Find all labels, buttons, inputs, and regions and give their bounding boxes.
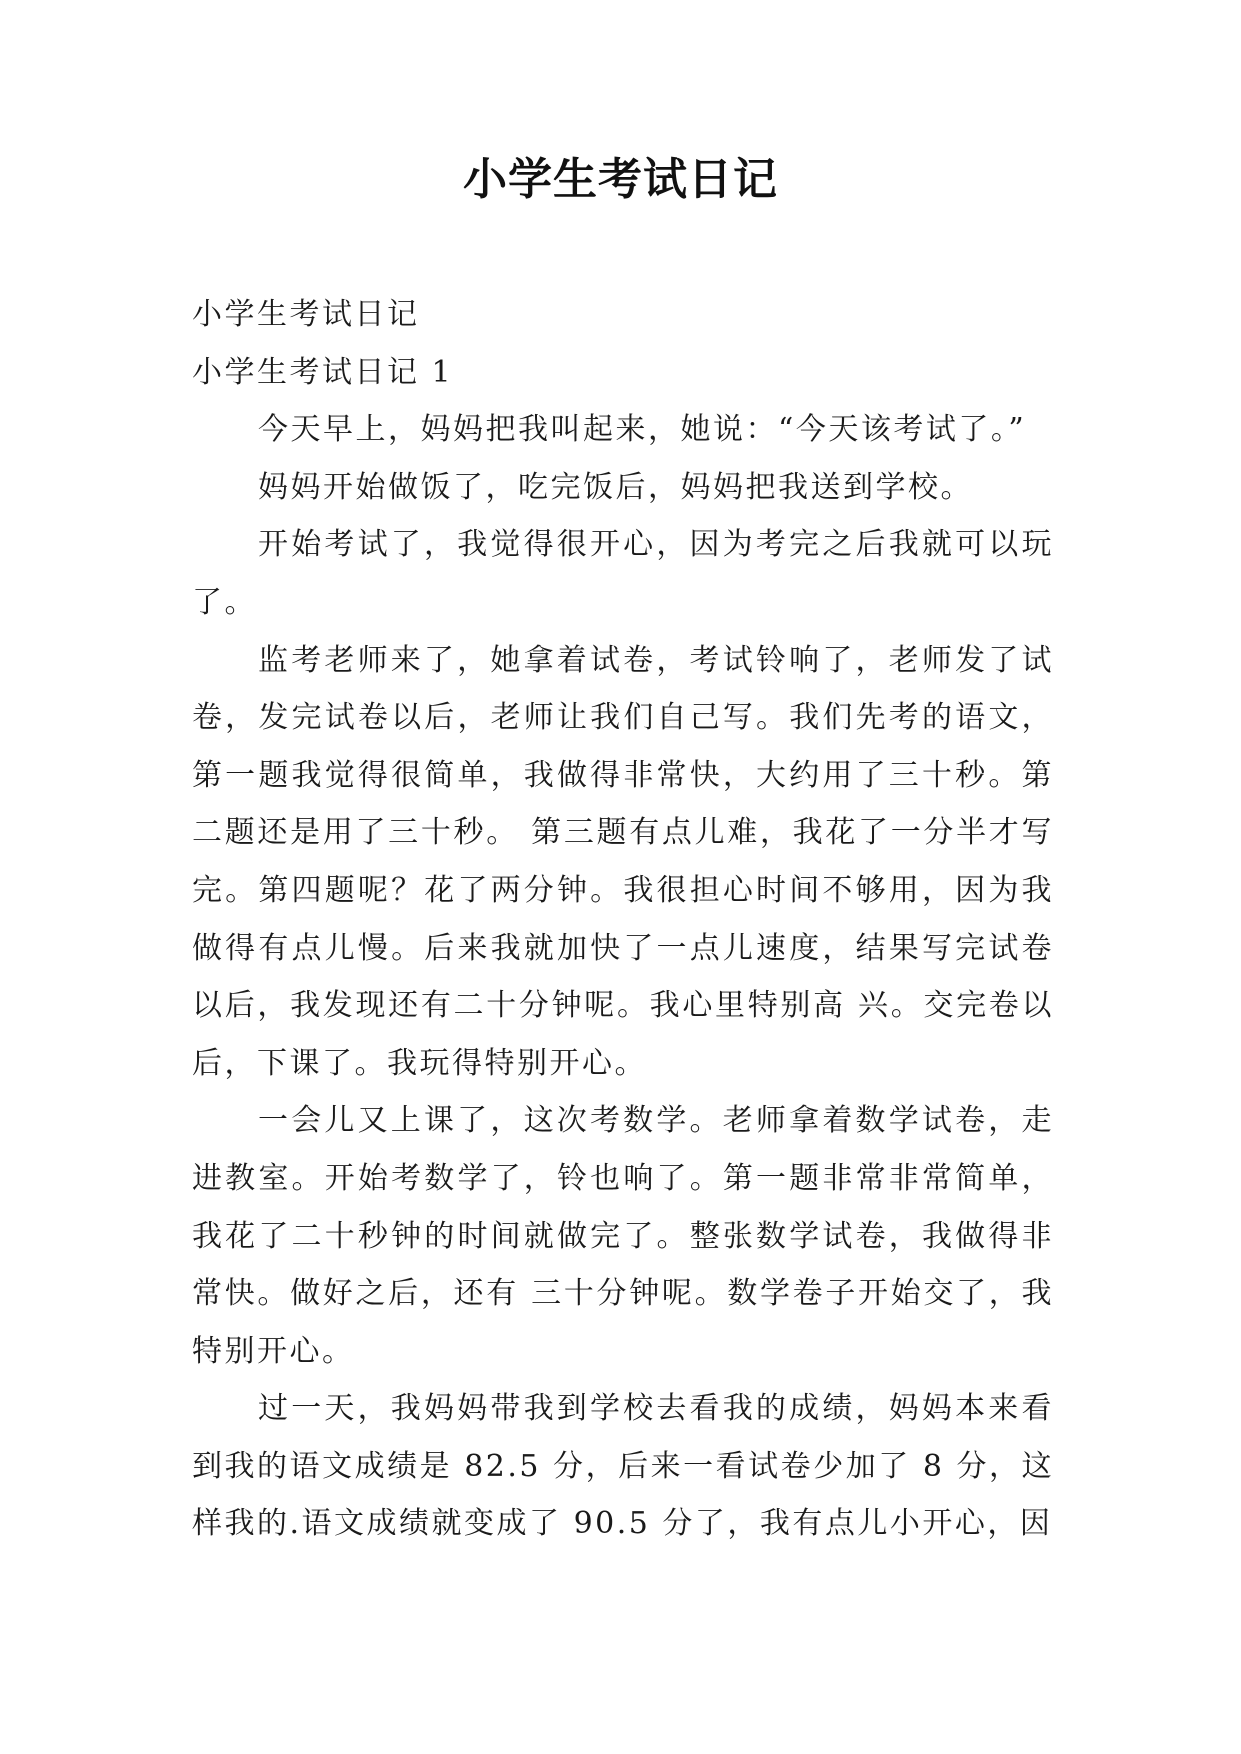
paragraph: 一会儿又上课了，这次考数学。老师拿着数学试卷，走进教室。开始考数学了，铃也响了。第一题非常非常简单，我花了二十秒钟的时间就做完了。整张数学试卷，我做得非常快。做好之后，还有 三十分钟呢。数学卷子开始交了，我特别开心。 [192,1103,1054,1369]
document-title: 小学生考试日记 [463,154,778,205]
subtitle-line: 小学生考试日记 [192,297,420,332]
section-heading: 小学生考试日记 1 [192,354,454,390]
paragraph: 监考老师来了，她拿着试卷，考试铃响了，老师发了试卷，发完试卷以后，老师让我们自己写。我们先考的语文，第一题我觉得很简单，我做得非常快，大约用了三十秒。第二题还是用了三十秒。 第三题有点儿难，我花了一分半才写完。第四题呢？花了两分钟。我很担心时间不够用，因为我做得有点儿慢。后来我就加快了一点儿速度，结果写完试卷以后，我发现还有二十分钟呢。我心里特别高 兴。交完卷以后，下课了。我玩得特别开心。 [192,642,1054,1081]
document-body [192,286,1054,1553]
paragraph: 今天早上，妈妈把我叫起来，她说：“今天该考试了。” [258,412,1027,448]
paragraph: 开始考试了，我觉得很开心，因为考完之后我就可以玩了。 [192,527,1054,620]
paragraph: 过一天，我妈妈带我到学校去看我的成绩，妈妈本来看到我的语文成绩是 82.5 分，后来一看试卷少加了 8 分，这样我的.语文成绩就变成了 90.5 分了，我有点儿小开心，因 [192,1391,1054,1542]
paragraph: 妈妈开始做饭了，吃完饭后，妈妈把我送到学校。 [258,469,973,505]
